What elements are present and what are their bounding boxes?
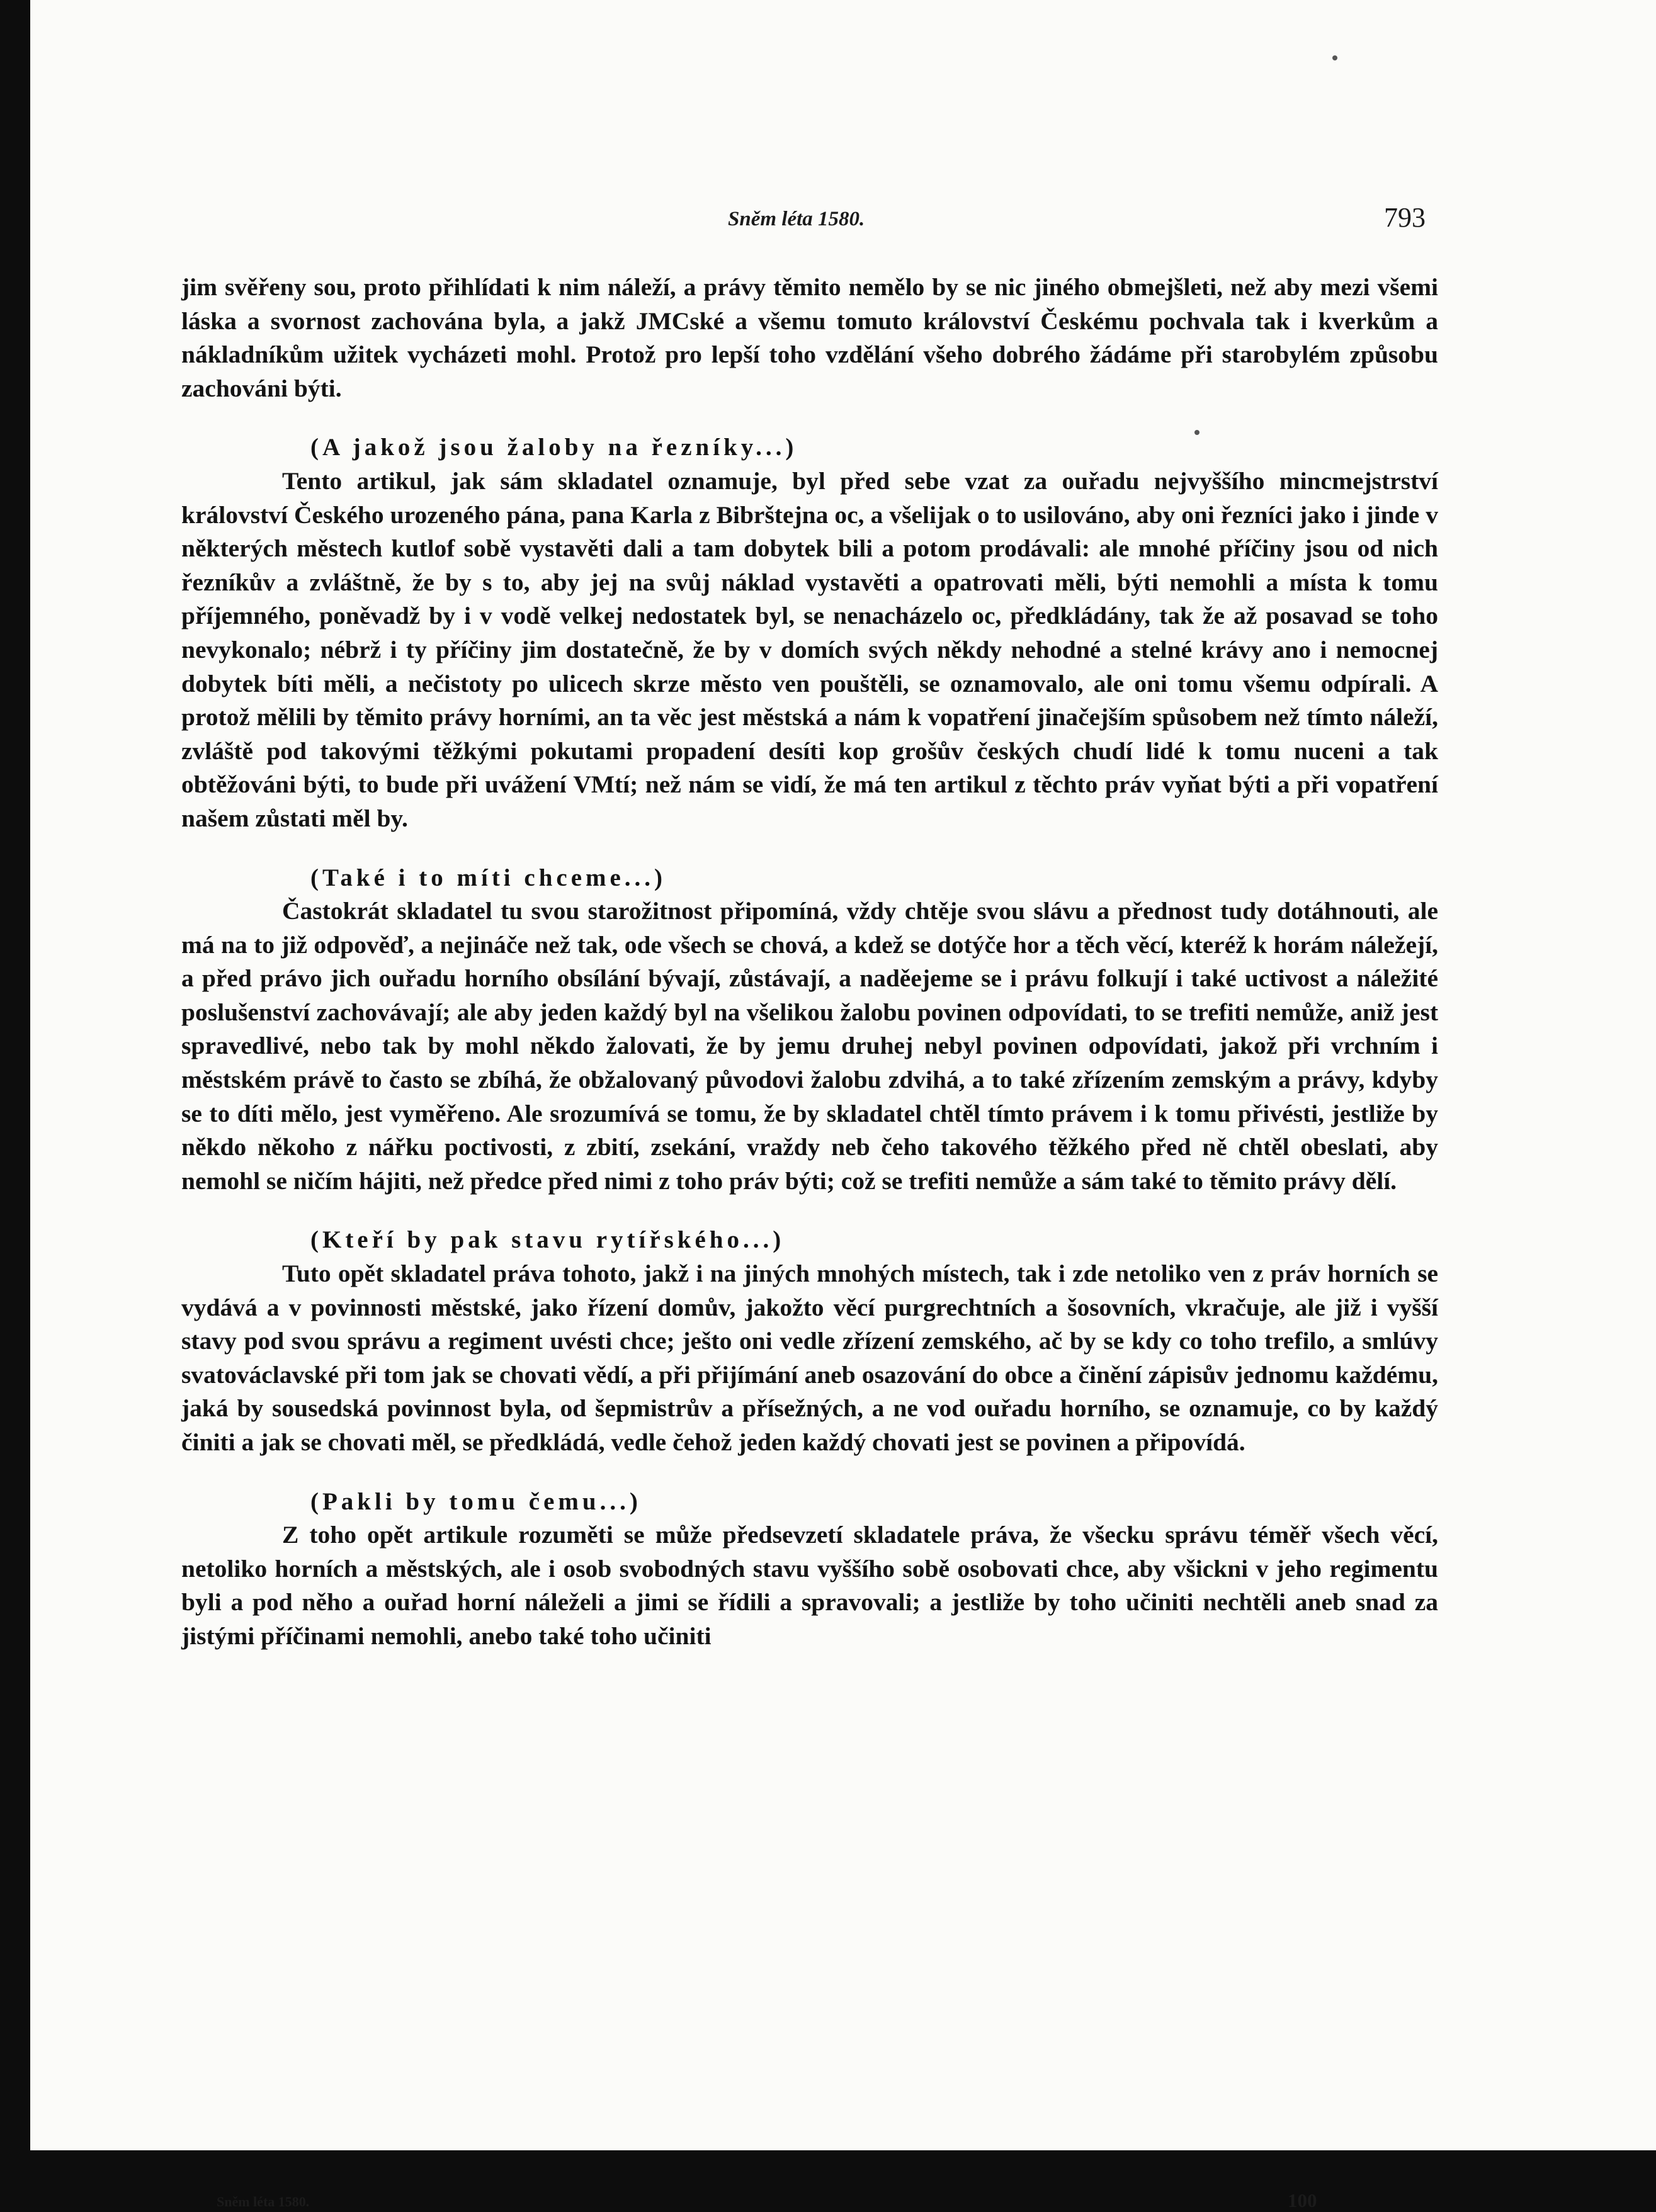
section-knightly-estate xyxy=(181,1223,1438,1459)
running-title: Sněm léta 1580. xyxy=(728,208,865,230)
intro-paragraph: jim svěřeny sou, proto přihlídati k nim náleží, a právy těmito nemělo by se nic jiného obmejšleti, než aby mezi všemi láska a svornost zachována byla, a jakž JMCské a všemu tomuto království Českému pochvala tak i kverkům a nákladníkům užitek vycházeti mohl. Protož pro lepší toho vzdělání všeho dobrého žádáme při starobylém způsobu zachováni býti. xyxy=(181,273,1438,402)
section-if-anything xyxy=(181,1485,1438,1654)
section-heading: (Pakli by tomu čemu...) xyxy=(310,1487,642,1515)
section-paragraph: Z toho opět artikule rozuměti se může předsevzetí skladatele práva, že všecku správu téměř všech věcí, netoliko horních a městských, ale i osob svobodných stavu vyššího sobě osobovati chce, aby všickni v jeho regimentu byli a pod něho a ouřad horní náleželi a jimi se řídili a spravovali; a jestliže by toho učiniti nechtěli aneb snad za jistými příčinami nemohli, anebo také toho učiniti xyxy=(181,1521,1438,1650)
footer-sheet-number: 100 xyxy=(1288,2189,1317,2211)
section-also-we-want xyxy=(181,861,1438,1199)
section-heading: (Také i to míti chceme...) xyxy=(310,864,667,891)
section-paragraph: Tuto opět skladatel práva tohoto, jakž i na jiných mnohých místech, tak i zde netoliko ven z práv horních se vydává a v povinnosti městské, jako řízení domův, jakožto věcí purgrechtních a šosovních, vkračuje, ale již i vyšší stavy pod svou správu a regiment uvésti chce; ješto oni vedle zřízení zemského, ač by se kdy co toho trefilo, a smlúvy svatováclavské při tom jak se chovati vědí, a při přijímání aneb osazování do obce a činění zápisův jednomu každému, jaká by sousedská povinnost byla, od šepmistrův a přísežných, a ne vod ouřadu horního, se oznamuje, co by každý činiti a jak se chovati měl, se předkládá, vedle čehož jeden každý chovati jest se povinen a připovídá. xyxy=(181,1260,1438,1456)
section-paragraph: Častokrát skladatel tu svou starožitnost připomíná, vždy chtěje svou slávu a přednost tudy dotáhnouti, ale má na to již odpověď, a nejináče než tak, ode všech se chová, a kdež se dotýče hor a těch věcí, kteréž k horám náležejí, a před právo jich ouřadu horního obsílání bývají, zůstávají, a naděejeme se i právu folkují i také uctivost a náležité poslušenství zachovávají; ale aby jeden každý byl na všelikou žalobu povinen odpovídati, to se trefiti nemůže, aniž jest spravedlivé, nebo tak by mohl někdo žalovati, že by jemu druhej nebyl povinen odpovídati, jakož při vrchním i městském právě to často se zbíhá, že obžalovaný původovi žalobu zdvihá, a to také zřízením zemským a právy, kdyby se to díti mělo, jest vyměřeno. Ale srozumívá se tomu, že by skladatel chtěl tímto právem i k tomu přivésti, jestliže by někdo někoho z nářku poctivosti, z zbití, zsekání, vraždy neb čeho takového těžkého před ně chtěl obeslati, aby nemohl se ničím hájiti, než předce před nimi z toho práv býti; což se trefiti nemůže a sám také to těmito právy dělí. xyxy=(181,897,1438,1195)
page-number: 793 xyxy=(1384,202,1426,233)
section-paragraph: Tento artikul, jak sám skladatel oznamuje, byl před sebe vzat za ouřadu nejvyššího mincmejstrství království Českého urozeného pána, pana Karla z Bibrštejna oc, a všelijak o to usilováno, aby oni řezníci jako i jinde v některých městech kutlof sobě vystavěti dali a tam dobytek bili a potom prodávali: ale mnohé příčiny jsou od nich řezníkův a zvláštně, že by s to, aby jej na svůj náklad vystavěti a opatrovati měli, býti nemohli a místa k tomu příjemného, poněvadž by i v vodě velkej nedostatek byl, se nenacházelo oc, předkládány, tak že až posavad se toho nevykonalo; nébrž i ty příčiny jim dostatečně, že by v domích svých někdy nehodné a stelné krávy ano i nemocnej dobytek bíti měli, a nečistoty po ulicech skrze město ven pouštěli, se oznamovalo, ale oni tomu všemu odpírali. A protož mělili by těmito právy horními, an ta věc jest městská a nám k vopatření jinačejším spůsobem než tímto náleží, zvláště pod takovými těžkými pokutami propadení desíti kop grošův českých chudí lidé k tomu nuceni a tak obtěžováni býti, to bude při uvážení VMtí; než nám se vidí, že má ten artikul z těchto práv vyňat býti a při vopatření našem zůstati měl by. xyxy=(181,466,1438,832)
footer-signature: Sněm léta 1580. xyxy=(217,2194,310,2209)
section-heading: (Kteří by pak stavu rytířského...) xyxy=(310,1226,785,1254)
scanned-page xyxy=(30,0,1656,2150)
page-header xyxy=(30,201,1656,239)
scan-speck xyxy=(1332,55,1337,60)
page-body xyxy=(181,271,1438,1654)
section-butchers xyxy=(181,431,1438,835)
section-heading: (A jakož jsou žaloby na řezníky...) xyxy=(310,434,798,461)
